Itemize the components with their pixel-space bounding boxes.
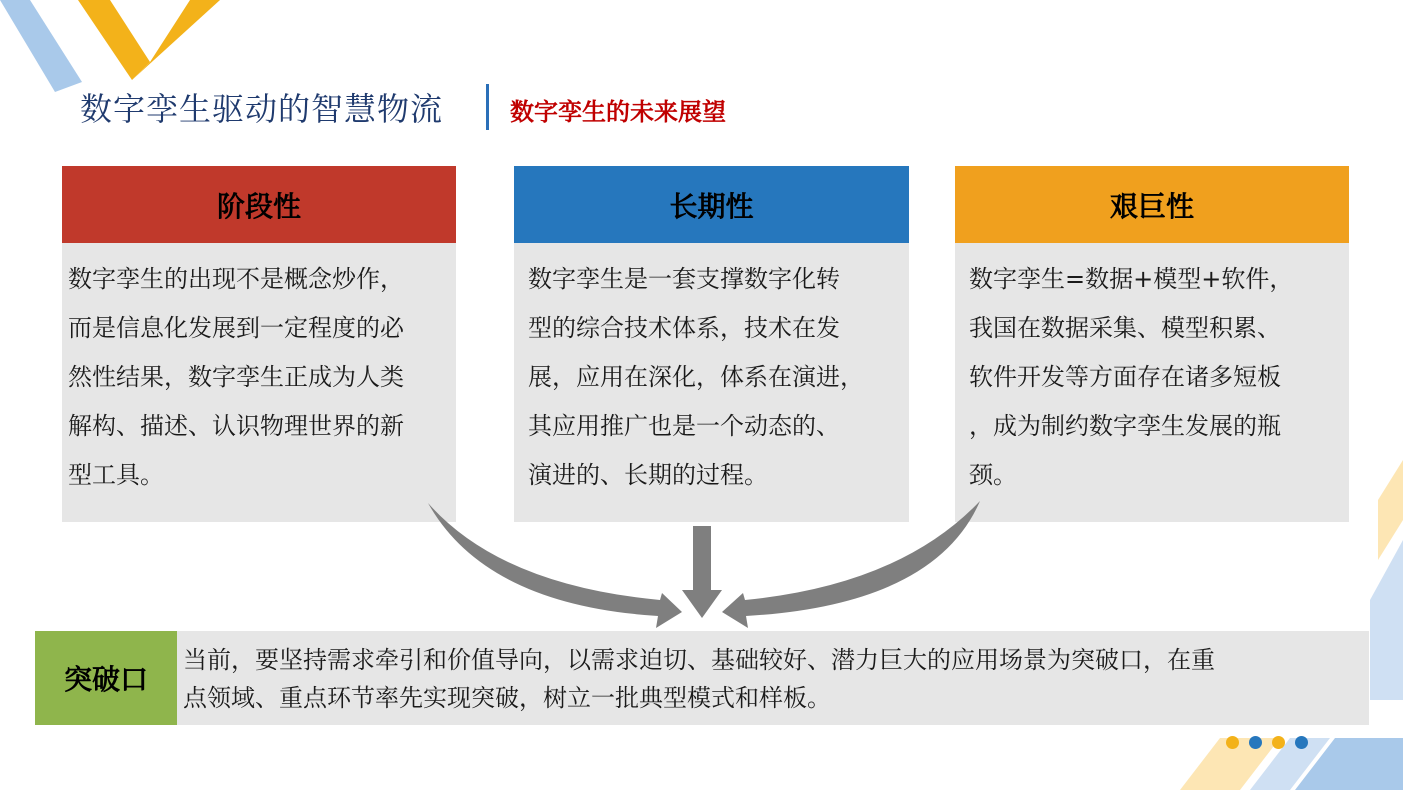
card-long-term-line: 型的综合技术体系，技术在发: [528, 314, 840, 342]
breakthrough-line: 当前，要坚持需求牵引和价值导向，以需求迫切、基础较好、潜力巨大的应用场景为突破口，在重: [183, 646, 1215, 674]
center-down-arrow: [682, 526, 722, 618]
card-difficulty-line: 数字孪生=数据+模型+软件，: [969, 265, 1294, 293]
card-stage-line: 然性结果，数字孪生正成为人类: [68, 363, 404, 391]
dot-blue: [1249, 736, 1262, 749]
breakthrough-text: [177, 631, 1369, 725]
card-long-term-heading: 长期性: [514, 166, 909, 243]
left-curved-arrow: [428, 503, 682, 628]
decorative-dots: [1226, 736, 1308, 749]
breakthrough-label: 突破口: [35, 631, 177, 725]
card-stage-line: 数字孪生的出现不是概念炒作，: [68, 265, 404, 293]
dot-blue: [1295, 736, 1308, 749]
page-subtitle: 数字孪生的未来展望: [510, 98, 726, 126]
card-long-term-line: 数字孪生是一套支撑数字化转: [528, 265, 840, 293]
card-stage-line: 解构、描述、认识物理世界的新: [68, 412, 404, 440]
card-difficulty-line: 我国在数据采集、模型积累、: [969, 314, 1281, 342]
card-difficulty-line: 软件开发等方面存在诸多短板: [969, 363, 1281, 391]
card-stage-line: 型工具。: [68, 461, 164, 489]
card-long-term-line: 演进的、长期的过程。: [528, 461, 768, 489]
card-long-term-line: 展，应用在深化，体系在演进，: [528, 363, 864, 391]
page-title: 数字孪生驱动的智慧物流: [80, 90, 444, 128]
right-curved-arrow: [722, 501, 980, 628]
dot-yellow: [1272, 736, 1285, 749]
card-stage-line: 而是信息化发展到一定程度的必: [68, 314, 404, 342]
breakthrough-line: 点领域、重点环节率先实现突破，树立一批典型模式和样板。: [183, 684, 831, 712]
dot-yellow: [1226, 736, 1239, 749]
card-difficulty-line: 颈。: [969, 461, 1017, 489]
card-difficulty-heading: 艰巨性: [955, 166, 1349, 243]
card-long-term-line: 其应用推广也是一个动态的、: [528, 412, 840, 440]
card-stage-heading: 阶段性: [62, 166, 456, 243]
card-difficulty-line: ，成为制约数字孪生发展的瓶: [969, 412, 1281, 440]
